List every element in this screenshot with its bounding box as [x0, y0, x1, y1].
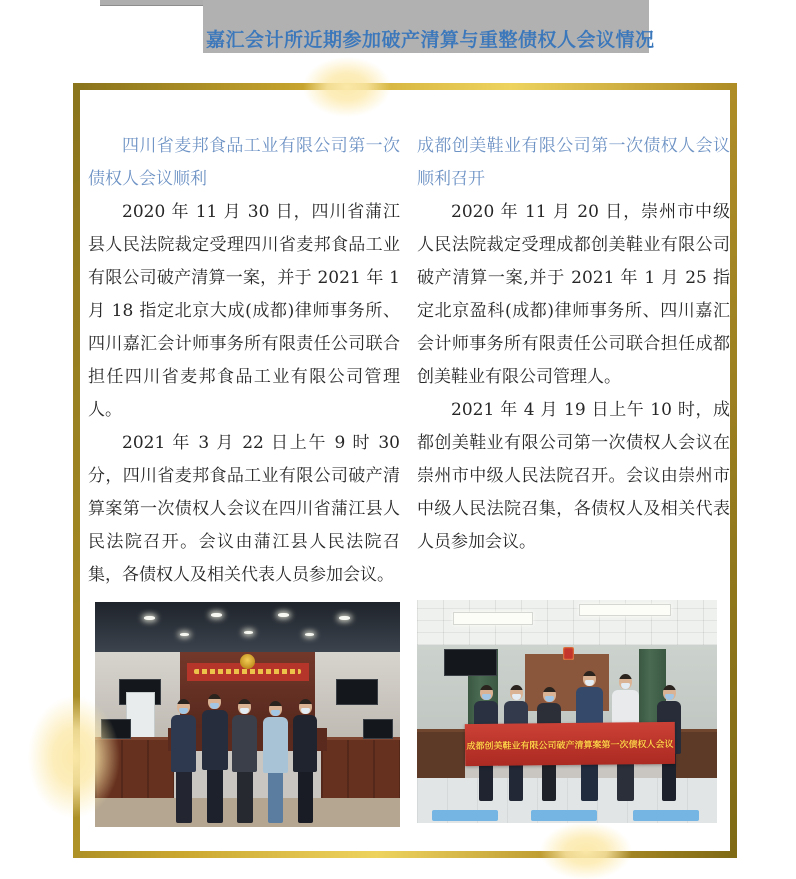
- ceiling-light-panel: [453, 612, 533, 625]
- title-bar: [203, 0, 655, 53]
- article-right-paragraph-1: 2020 年 11 月 20 日，崇州市中级人民法院裁定受理成都创美鞋业有限公司破产清算一案,并于 2021 年 1 月 25 指定北京盈科(成都)律师事务所、四川嘉汇会计师事务所有限责任公司联合担任成都创美鞋业有限公司管理人。: [417, 202, 730, 387]
- ceiling-light: [305, 633, 314, 636]
- floor-blue-strip: [633, 810, 699, 821]
- person: [202, 694, 228, 822]
- article-left-paragraph-2: 2021 年 3 月 22 日上午 9 时 30 分，四川省麦邦食品工业有限公司破产清算案第一次债权人会议在四川省蒲江县人民法院召开。会议由蒲江县人民法院召集，各债权人及相关代表人员参加会议。: [88, 433, 400, 585]
- ceiling-light-panel: [579, 604, 671, 616]
- floor-blue-strip: [432, 810, 498, 821]
- desk-monitor: [101, 719, 130, 739]
- floor-blue-strip: [531, 810, 597, 821]
- ceiling-light: [180, 633, 189, 636]
- court-desk-right: [321, 737, 400, 803]
- ceiling-light: [144, 616, 155, 620]
- article-left: [88, 130, 400, 592]
- courtroom-ceiling: [417, 600, 717, 645]
- courtroom-ceiling: [95, 602, 400, 652]
- article-right-heading: 成都创美鞋业有限公司第一次债权人会议顺利召开: [417, 136, 730, 189]
- ceiling-light: [211, 613, 222, 617]
- ceiling-light: [339, 616, 350, 620]
- wall-monitor: [444, 649, 497, 676]
- national-emblem: [563, 647, 574, 660]
- meeting-banner: [465, 722, 675, 767]
- page-title: 嘉汇会计所近期参加破产清算与重整债权人会议情况: [206, 30, 655, 51]
- person: [232, 699, 257, 823]
- national-emblem: [240, 654, 255, 669]
- banner-text-marks: [194, 669, 301, 674]
- article-right: [417, 130, 730, 559]
- ceiling-light: [278, 613, 289, 617]
- article-left-paragraph-1: 2020 年 11 月 30 日，四川省蒲江县人民法院裁定受理四川省麦邦食品工业有限公司破产清算一案，并于 2021 年 1 月 18 指定北京大成(成都)律师事务所、四川嘉汇会计师事务所有限责任公司联合担任四川省麦邦食品工业有限公司管理人。: [88, 202, 400, 420]
- meeting-banner-text: 成都创美鞋业有限公司破产清算案第一次债权人会议: [466, 738, 674, 751]
- court-desk-left: [95, 737, 174, 803]
- person: [263, 701, 288, 823]
- ceiling-light: [244, 631, 253, 634]
- photo-courtroom-chuangmei: [417, 600, 717, 823]
- article-right-paragraph-2: 2021 年 4 月 19 日上午 10 时，成都创美鞋业有限公司第一次债权人会议在崇州市中级人民法院召开。会议由崇州市中级人民法院召集，各债权人及相关代表人员参加会议。: [417, 400, 730, 552]
- person: [293, 699, 317, 823]
- desk-monitor: [363, 719, 392, 739]
- wall-monitor: [336, 679, 378, 706]
- person: [171, 699, 196, 823]
- article-left-heading: 四川省麦邦食品工业有限公司第一次债权人会议顺利: [88, 136, 400, 189]
- photo-courtroom-maibang: [95, 602, 400, 827]
